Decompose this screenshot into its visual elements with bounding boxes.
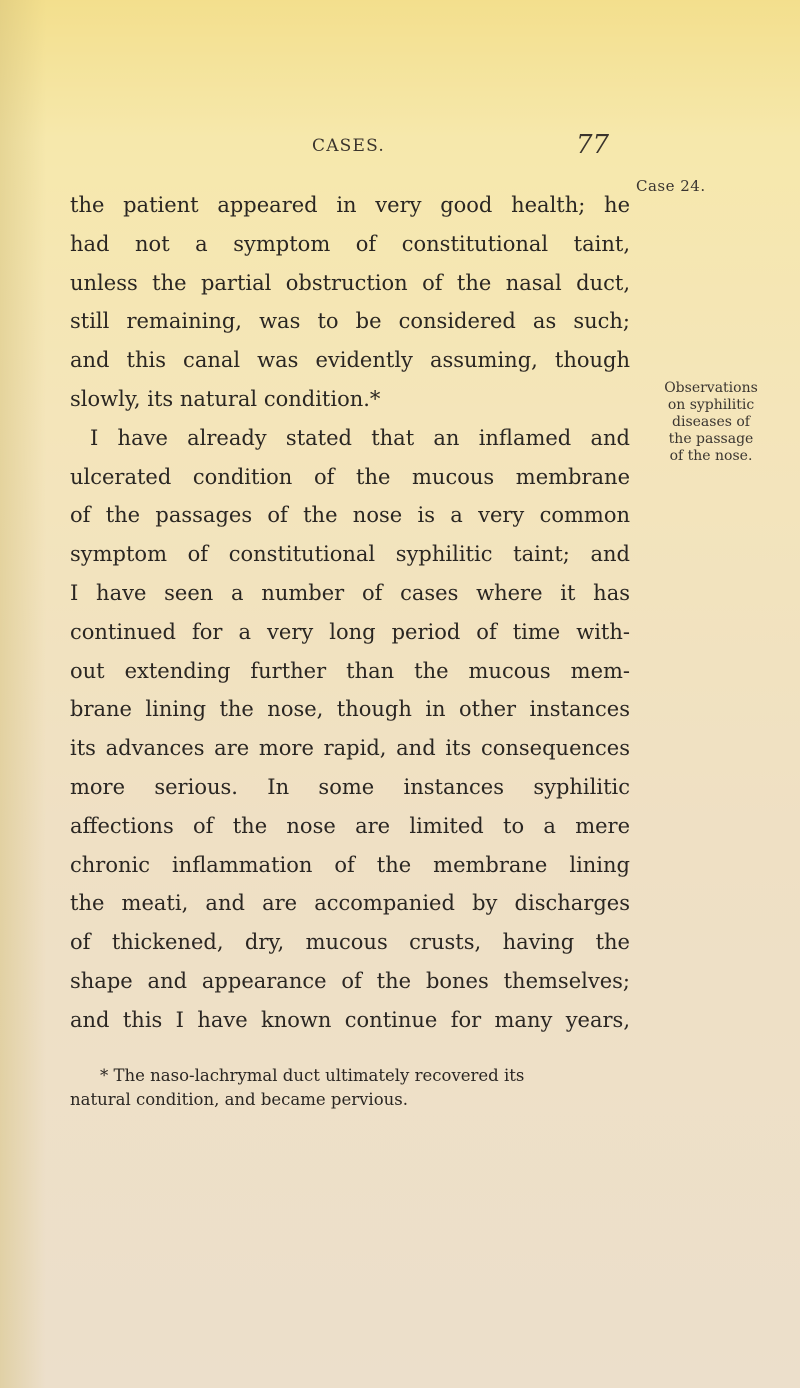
body-line: the patient appeared in very good health; he (70, 193, 630, 217)
margin-note-line: on syphilitic (667, 397, 755, 413)
body-line: had not a symptom of constitutional taint, (70, 231, 630, 256)
margin-note-line: of the nose. (669, 448, 753, 464)
body-line: still remaining, was to be considered as such; (70, 309, 630, 334)
body-line: brane lining the nose, though in other instances (70, 697, 630, 722)
body-line: I have seen a number of cases where it has (70, 580, 630, 605)
body-line: slowly, its natural condition.* (70, 386, 381, 411)
margin-note-line: diseases of (672, 414, 750, 430)
body-line: and this canal was evidently assuming, though (70, 348, 630, 373)
body-line: and this I have known continue for many years, (70, 1007, 630, 1032)
footnote-line: natural condition, and became pervious. (70, 1090, 408, 1109)
body-line: of thickened, dry, mucous crusts, having the (70, 930, 630, 955)
page-number: 77 (576, 130, 610, 160)
body-line: continued for a very long period of time with- (70, 619, 630, 644)
body-line: chronic inflammation of the membrane lining (70, 852, 630, 877)
margin-note-observations (636, 380, 786, 465)
footnote-line: * The naso-lachrymal duct ultimately recovered its (100, 1066, 525, 1085)
page-header (0, 130, 800, 166)
body-line: ulcerated condition of the mucous membrane (70, 464, 630, 489)
body-line: I have already stated that an inflamed and (90, 425, 630, 450)
body-line: the meati, and are accompanied by discharges (70, 891, 630, 916)
body-text (70, 186, 630, 1040)
body-line: more serious. In some instances syphilitic (70, 774, 630, 799)
footnote (70, 1064, 630, 1112)
margin-note-case: Case 24. (636, 177, 706, 195)
body-line: out extending further than the mucous mem- (70, 658, 630, 683)
body-line: of the passages of the nose is a very common (70, 503, 630, 528)
body-line: shape and appearance of the bones themselves; (70, 968, 630, 993)
margin-note-line: Observations (664, 380, 758, 396)
running-head: CASES. (312, 136, 385, 156)
page-edge-shadow (0, 0, 46, 1388)
body-line: its advances are more rapid, and its consequences (70, 736, 630, 761)
margin-note-line: the passage (668, 431, 754, 447)
body-line: symptom of constitutional syphilitic taint; and (70, 542, 630, 567)
body-line: affections of the nose are limited to a mere (70, 813, 630, 838)
body-line: unless the partial obstruction of the nasal duct, (70, 270, 630, 295)
